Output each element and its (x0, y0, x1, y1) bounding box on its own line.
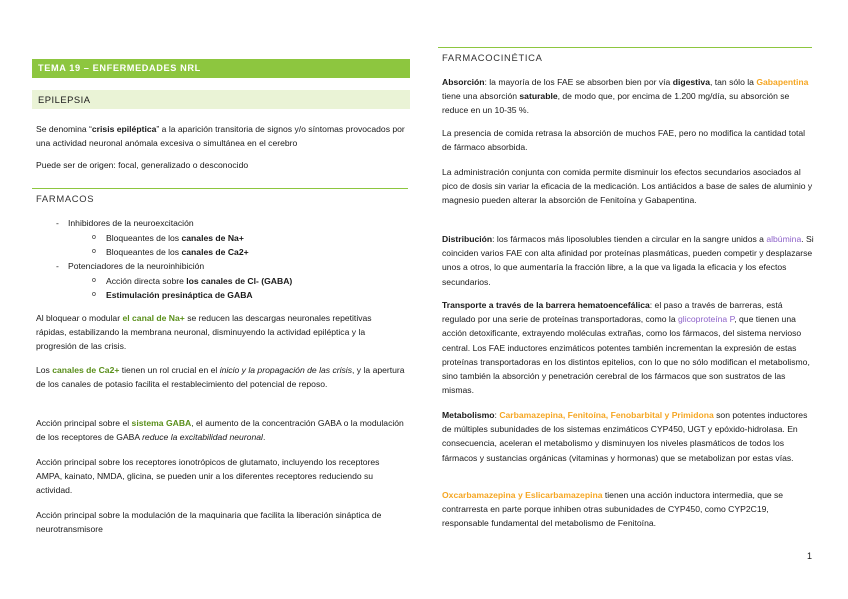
section-epilepsia: EPILEPSIA (32, 90, 410, 109)
calcium-paragraph: Los canales de Ca2+ tienen un rol crucial en el inicio y la propagación de las crisis, y la apertura de los canales de potasio facilita el restablecimiento del potencial de reposo. (36, 365, 405, 390)
synaptic-paragraph: Acción principal sobre la modulación de la maquinaria que facilita la liberación sináptica de neurotransmisore (36, 510, 382, 535)
section-rule (438, 47, 812, 48)
definition-paragraph: Se denomina “crisis epiléptica” a la aparición transitoria de signos y/o síntomas provocados por una actividad neuronal anómala excesiva o simultánea en el cerebro (36, 124, 405, 149)
topic-banner: TEMA 19 – ENFERMEDADES NRL (32, 59, 410, 78)
list-subitem: o Acción directa sobre los canales de Cl- (GABA) (92, 276, 293, 286)
list-item: - Potenciadores de la neuroinhibición (56, 261, 205, 271)
origin-paragraph: Puede ser de origen: focal, generalizado o desconocido (36, 160, 249, 170)
list-subitem: o Bloqueantes de los canales de Ca2+ (92, 247, 249, 257)
section-farmacocinetica: FARMACOCINÉTICA (442, 52, 543, 63)
section-rule (32, 188, 408, 189)
section-farmacos: FARMACOS (36, 193, 95, 204)
glutamate-paragraph: Acción principal sobre los receptores ionotrópicos de glutamato, incluyendo los receptores AMPA, kainato, NMDA, glicina, se pueden unir a los diferentes receptores reduciendo su actividad. (36, 457, 380, 496)
page-number: 1 (806, 551, 812, 561)
list-subitem: o Bloqueantes de los canales de Na+ (92, 233, 244, 243)
list-item: - Inhibidores de la neuroexcitación (56, 218, 194, 228)
coadministration-paragraph: La administración conjunta con comida permite disminuir los efectos secundarios asociados al pico de dosis sin variar la eficacia de la medicación. Los antiácidos a base de sales de aluminio y magnesio pueden alterar la absorción de Fenitoína y Gabapentina. (442, 167, 813, 206)
absorption-paragraph: Absorción: la mayoría de los FAE se absorben bien por vía digestiva, tan sólo la Gabapentina tiene una absorción saturable, de modo que, por encima de 1.200 mg/día, su absorción se reduce en un 10-35 %. (442, 77, 809, 116)
bbb-paragraph: Transporte a través de la barrera hematoencefálica: el paso a través de barreras, está regulado por una serie de proteínas transportadoras, como la glicoproteína P, que tienen una acción detoxificante, extrayendo moléculas extrañas, como los fármacos, del sistema nervioso central. Los FAE inductores enzimáticos potentes también incrementan la expresión de estas proteínas transportadoras en los distintos epitelios, con lo que no sólo modifican el metabolismo, sino también la absorción y penetración cerebral de los fármacos que son sustratos de las mismas. (442, 300, 810, 396)
food-paragraph: La presencia de comida retrasa la absorción de muchos FAE, pero no modifica la cantidad total de fármaco absorbida. (442, 128, 806, 153)
gaba-paragraph: Acción principal sobre el sistema GABA, el aumento de la concentración GABA o la modulación de los receptores de GABA reduce la excitabilidad neuronal. (36, 418, 404, 443)
metabolism-paragraph: Metabolismo: Carbamazepina, Fenitoína, Fenobarbital y Primidona son potentes inductores de múltiples subunidades de los sistemas enzimáticos CYP450, UGT y epóxido-hidrolasa. En consecuencia, aceleran el metabolismo y disminuyen los niveles plasmáticos de todos los fármacos y sustancias orgánicas (vitaminas y hormonas) que se metabolizan por estas vías. (442, 410, 808, 463)
drug-list (0, 216, 424, 306)
oxcarbazepine-paragraph: Oxcarbamazepina y Eslicarbamazepina tienen una acción inductora intermedia, que se contrarresta en parte porque inhiben otras subunidades de CYP450, como CYP2C19, responsable fundamental del metabolismo de Fenitoína. (442, 490, 784, 529)
distribution-paragraph: Distribución: los fármacos más liposolubles tienden a circular en la sangre unidos a albúmina. Si coinciden varios FAE con alta afinidad por proteínas plasmáticas, pueden competir y desplazarse unos a otros, lo que aumentaría la fracción libre, a la que va ligada la eficacia y los efectos secundarios. (442, 234, 814, 287)
sodium-paragraph: Al bloquear o modular el canal de Na+ se reducen las descargas neuronales repetitivas rápidas, estabilizando la membrana neuronal, disminuyendo la actividad epiléptica y la progresión de las crisis. (36, 313, 372, 352)
list-subitem: o Estimulación presináptica de GABA (92, 290, 253, 300)
